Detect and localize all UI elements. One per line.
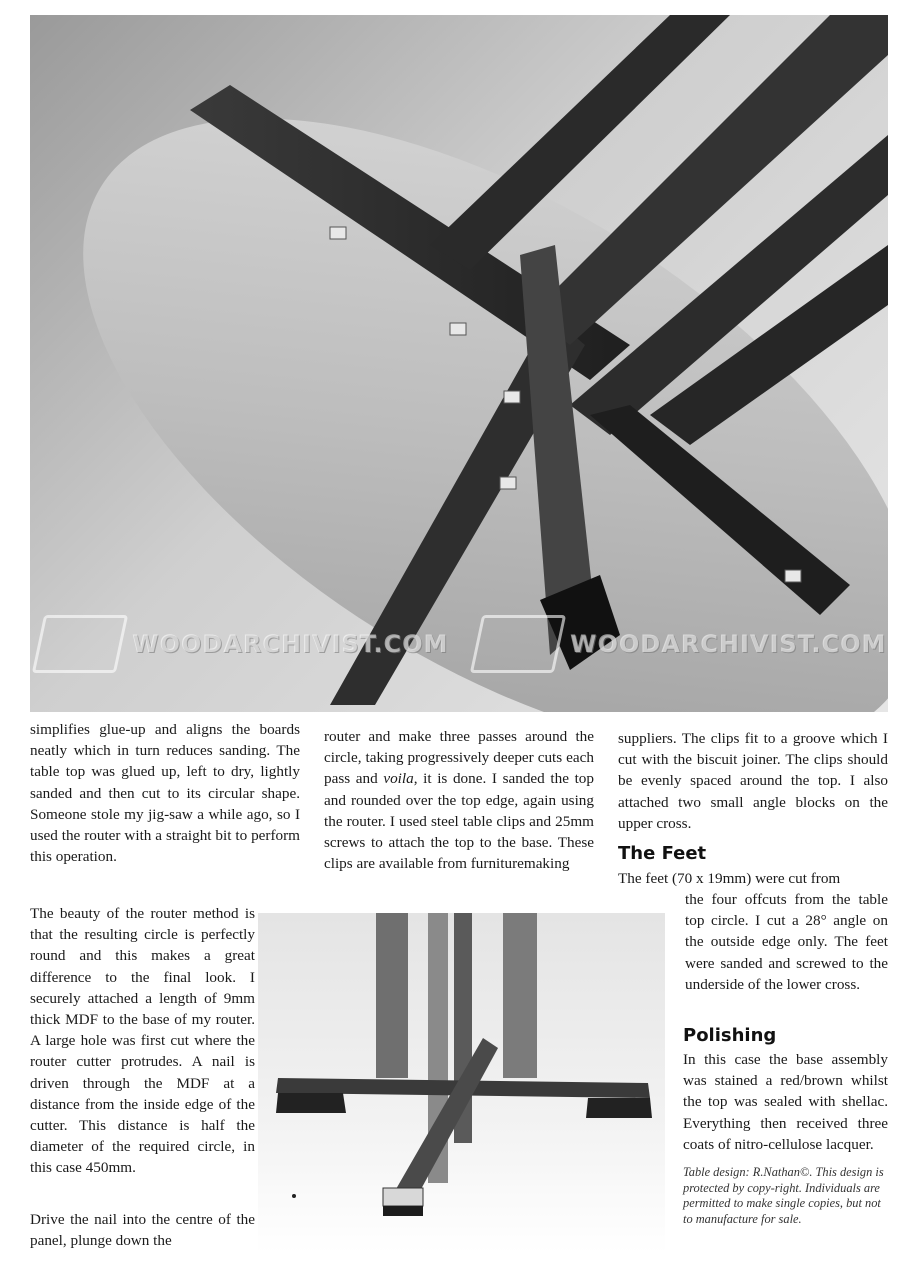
upright-left [376,913,408,1078]
column1-paragraph-3: Drive the nail into the centre of the panel, plunge down the [30,1211,255,1250]
design-credit: Table design: R.Nathan©. This design is protected by copy-right. Individuals are permitted to make single copies, but not to manufacture for sale. [683,1165,884,1226]
section-heading-feet: The Feet [618,843,707,864]
column2-paragraph [324,726,594,874]
feet-intro-line: The feet (70 x 19mm) were cut from [618,870,841,887]
watermark-right [476,615,886,673]
feet-paragraph: the four offcuts from the table top circle. I cut a 28° angle on the outside edge only. The feet were sanded and screwed to the underside of the lower cross. [685,891,888,993]
table-clip [500,477,516,489]
column2-text-after: , it is done. I sanded the top and rounded over the top edge, again using the router. I used steel table clips and 25mm screws to attach the top to the base. These clips are available from furnituremaking [324,770,594,873]
section-heading-polishing: Polishing [683,1025,777,1046]
table-base-illustration [258,913,665,1253]
foot-front-block [383,1188,423,1206]
column1-paragraph-2: The beauty of the router method is that the resulting circle is perfectly round and this makes a great difference to the final look. I securely attached a length of 9mm thick MDF to the base of my router. A large hole was first cut where the router cutter protrudes. A nail is driven through the MDF at a distance from the inside edge of the cutter. This distance is half the diameter of the required circle, in this case 450mm. [30,905,255,1177]
watermark-left [38,615,448,673]
watermark-text: WOODARCHIVIST.COM [570,630,887,658]
table-clip [785,570,801,582]
polishing-paragraph: In this case the base assembly was stained a red/brown whilst the top was sealed with shellac. Everything then received three coats of nitro-cellulose lacquer. [683,1051,888,1153]
table-clip [330,227,346,239]
woodarchivist-logo-icon [470,615,566,673]
table-clip [450,323,466,335]
column1-paragraph-1: simplifies glue-up and aligns the boards neatly which in turn reduces sanding. The table top was glued up, left to dry, lightly sanded and then cut to its circular shape. Someone stole my jig-saw a while ago, so I used the router with a straight bit to perform this operation. [30,721,300,866]
table-clip [504,391,520,403]
foot-front [383,1206,423,1216]
upright-right [503,913,537,1078]
table-underside-photo [30,15,888,712]
column2-text-before: router and make three passes around the circle, taking progressively deeper cuts each pass and [324,728,594,788]
column2-italic-word: voila [383,770,414,788]
table-underside-illustration [30,15,888,712]
column3-paragraph: suppliers. The clips fit to a groove which I cut with the biscuit joiner. The clips should be evenly spaced around the top. I also attached two small angle blocks on the upper cross. [618,730,888,832]
foot-right [586,1098,652,1118]
woodarchivist-logo-icon [32,615,128,673]
watermark-text: WOODARCHIVIST.COM [132,630,449,658]
table-base-photo [258,913,665,1253]
stray-dot [292,1194,296,1198]
foot-left [276,1093,346,1113]
